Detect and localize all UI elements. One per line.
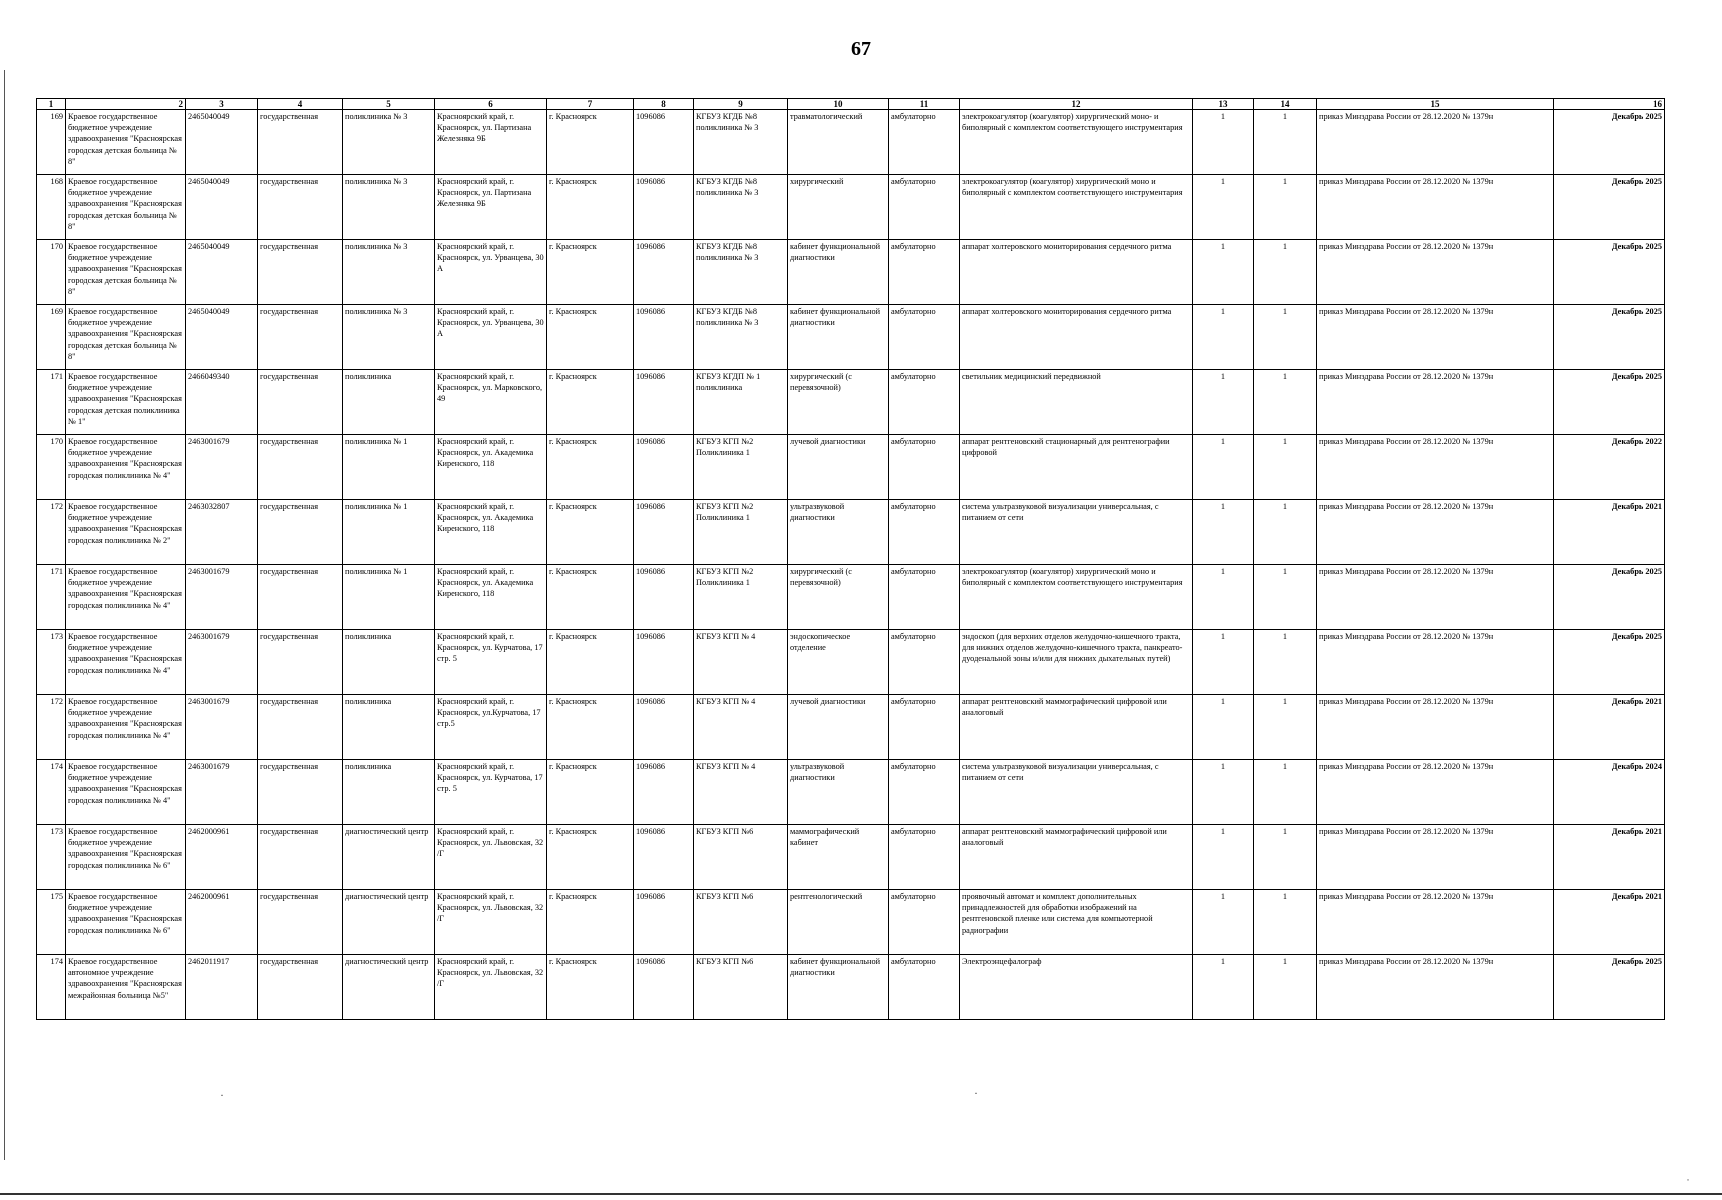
department-cell: КГБУЗ КГП №2 Поликлиника 1 — [694, 565, 788, 630]
unit-cell: поликлиника № 3 — [343, 175, 435, 240]
unit-cell: поликлиника № 1 — [343, 565, 435, 630]
organization-cell: Краевое государственное бюджетное учреждение здравоохранения "Красноярская городская поликлиника № 6" — [66, 890, 186, 955]
ownership-cell: государственная — [258, 565, 343, 630]
order-cell: приказ Минздрава России от 28.12.2020 № 1379н — [1317, 955, 1554, 1020]
quantity-cell: 1 — [1193, 110, 1254, 175]
ownership-cell: государственная — [258, 435, 343, 500]
city-cell: г. Красноярск — [547, 565, 634, 630]
order-cell: приказ Минздрава России от 28.12.2020 № 1379н — [1317, 240, 1554, 305]
equipment-cell: аппарат рентгеновский стационарный для рентгенографии цифровой — [960, 435, 1193, 500]
column-header: 10 — [788, 99, 889, 110]
code-cell: 1096086 — [634, 305, 694, 370]
address-cell: Красноярский край, г. Красноярск, ул. Курчатова, 17 стр. 5 — [435, 630, 547, 695]
order-cell: приказ Минздрава России от 28.12.2020 № 1379н — [1317, 305, 1554, 370]
inn-cell: 2465040049 — [186, 305, 258, 370]
city-cell: г. Красноярск — [547, 435, 634, 500]
organization-cell: Краевое государственное бюджетное учреждение здравоохранения "Красноярская городская поликлиника № 2" — [66, 500, 186, 565]
department-cell: КГБУЗ КГДП № 1 поликлиника — [694, 370, 788, 435]
unit-cell: диагностический центр — [343, 890, 435, 955]
organization-cell: Краевое государственное бюджетное учреждение здравоохранения "Красноярская городская детская больница № 8" — [66, 110, 186, 175]
deadline-cell: Декабрь 2021 — [1554, 695, 1665, 760]
inn-cell: 2462000961 — [186, 890, 258, 955]
equipment-cell: электрокоагулятор (коагулятор) хирургический моно и биполярный с комплектом соответствующего инструментария — [960, 175, 1193, 240]
table-row — [37, 435, 1665, 500]
code-cell: 1096086 — [634, 955, 694, 1020]
order-cell: приказ Минздрава России от 28.12.2020 № 1379н — [1317, 695, 1554, 760]
ownership-cell: государственная — [258, 955, 343, 1020]
ownership-cell: государственная — [258, 500, 343, 565]
unit-cell: диагностический центр — [343, 955, 435, 1020]
column-header: 7 — [547, 99, 634, 110]
scan-speck: · — [220, 1088, 224, 1102]
column-header: 11 — [889, 99, 960, 110]
quantity-cell: 1 — [1254, 695, 1317, 760]
deadline-cell: Декабрь 2025 — [1554, 955, 1665, 1020]
address-cell: Красноярский край, г. Красноярск, ул. Партизана Железняка 9Б — [435, 110, 547, 175]
unit-cell: диагностический центр — [343, 825, 435, 890]
care-mode-cell: амбулаторно — [889, 175, 960, 240]
city-cell: г. Красноярск — [547, 955, 634, 1020]
code-cell: 1096086 — [634, 695, 694, 760]
row-number-cell: 173 — [37, 630, 66, 695]
department-cell: КГБУЗ КГДБ №8 поликлиника № 3 — [694, 240, 788, 305]
department-cell: КГБУЗ КГДБ №8 поликлиника № 3 — [694, 175, 788, 240]
quantity-cell: 1 — [1254, 825, 1317, 890]
department-cell: КГБУЗ КГП № 4 — [694, 630, 788, 695]
department-cell: КГБУЗ КГП №6 — [694, 955, 788, 1020]
code-cell: 1096086 — [634, 370, 694, 435]
table-row — [37, 175, 1665, 240]
code-cell: 1096086 — [634, 565, 694, 630]
row-number-cell: 169 — [37, 110, 66, 175]
unit-cell: поликлиника — [343, 630, 435, 695]
column-header: 6 — [435, 99, 547, 110]
quantity-cell: 1 — [1254, 305, 1317, 370]
inn-cell: 2462011917 — [186, 955, 258, 1020]
row-number-cell: 171 — [37, 565, 66, 630]
deadline-cell: Декабрь 2022 — [1554, 435, 1665, 500]
code-cell: 1096086 — [634, 110, 694, 175]
ownership-cell: государственная — [258, 110, 343, 175]
cabinet-type-cell: рентгенологический — [788, 890, 889, 955]
column-header: 15 — [1317, 99, 1554, 110]
address-cell: Красноярский край, г. Красноярск, ул. Львовская, 32 /Г — [435, 955, 547, 1020]
column-header: 2 — [66, 99, 186, 110]
code-cell: 1096086 — [634, 760, 694, 825]
column-header: 13 — [1193, 99, 1254, 110]
department-cell: КГБУЗ КГП № 4 — [694, 760, 788, 825]
column-header: 4 — [258, 99, 343, 110]
care-mode-cell: амбулаторно — [889, 500, 960, 565]
order-cell: приказ Минздрава России от 28.12.2020 № 1379н — [1317, 630, 1554, 695]
department-cell: КГБУЗ КГП №6 — [694, 890, 788, 955]
quantity-cell: 1 — [1193, 630, 1254, 695]
ownership-cell: государственная — [258, 825, 343, 890]
row-number-cell: 173 — [37, 825, 66, 890]
city-cell: г. Красноярск — [547, 175, 634, 240]
deadline-cell: Декабрь 2025 — [1554, 565, 1665, 630]
order-cell: приказ Минздрава России от 28.12.2020 № 1379н — [1317, 825, 1554, 890]
deadline-cell: Декабрь 2024 — [1554, 760, 1665, 825]
unit-cell: поликлиника — [343, 760, 435, 825]
row-number-cell: 170 — [37, 240, 66, 305]
city-cell: г. Красноярск — [547, 305, 634, 370]
city-cell: г. Красноярск — [547, 890, 634, 955]
city-cell: г. Красноярск — [547, 825, 634, 890]
row-number-cell: 170 — [37, 435, 66, 500]
inn-cell: 2463001679 — [186, 760, 258, 825]
quantity-cell: 1 — [1193, 890, 1254, 955]
quantity-cell: 1 — [1193, 695, 1254, 760]
address-cell: Красноярский край, г. Красноярск, ул.Курчатова, 17 стр.5 — [435, 695, 547, 760]
quantity-cell: 1 — [1254, 630, 1317, 695]
department-cell: КГБУЗ КГДБ №8 поликлиника № 3 — [694, 305, 788, 370]
equipment-cell: система ультразвуковой визуализации универсальная, с питанием от сети — [960, 500, 1193, 565]
city-cell: г. Красноярск — [547, 695, 634, 760]
column-header: 16 — [1554, 99, 1665, 110]
organization-cell: Краевое государственное бюджетное учреждение здравоохранения "Красноярская городская поликлиника № 4" — [66, 435, 186, 500]
unit-cell: поликлиника № 1 — [343, 435, 435, 500]
column-header: 5 — [343, 99, 435, 110]
care-mode-cell: амбулаторно — [889, 955, 960, 1020]
equipment-cell: эндоскоп (для верхних отделов желудочно-кишечного тракта, для нижних отделов желудочно-кишечного тракта, панкреато-дуоденальной зоны и/или для нижних дыхательных путей) — [960, 630, 1193, 695]
care-mode-cell: амбулаторно — [889, 240, 960, 305]
inn-cell: 2463001679 — [186, 435, 258, 500]
table-row — [37, 955, 1665, 1020]
scan-speck: · — [974, 1086, 978, 1100]
row-number-cell: 175 — [37, 890, 66, 955]
table-row — [37, 760, 1665, 825]
ownership-cell: государственная — [258, 760, 343, 825]
column-header: 3 — [186, 99, 258, 110]
inn-cell: 2465040049 — [186, 110, 258, 175]
deadline-cell: Декабрь 2025 — [1554, 240, 1665, 305]
address-cell: Красноярский край, г. Красноярск, ул. Академика Киренского, 118 — [435, 435, 547, 500]
code-cell: 1096086 — [634, 435, 694, 500]
order-cell: приказ Минздрава России от 28.12.2020 № 1379н — [1317, 435, 1554, 500]
cabinet-type-cell: хирургический — [788, 175, 889, 240]
deadline-cell: Декабрь 2025 — [1554, 175, 1665, 240]
care-mode-cell: амбулаторно — [889, 695, 960, 760]
code-cell: 1096086 — [634, 825, 694, 890]
table-row — [37, 240, 1665, 305]
table-row — [37, 695, 1665, 760]
care-mode-cell: амбулаторно — [889, 825, 960, 890]
row-number-cell: 174 — [37, 760, 66, 825]
cabinet-type-cell: хирургический (с перевязочной) — [788, 370, 889, 435]
equipment-cell: система ультразвуковой визуализации универсальная, с питанием от сети — [960, 760, 1193, 825]
cabinet-type-cell: лучевой диагностики — [788, 435, 889, 500]
code-cell: 1096086 — [634, 175, 694, 240]
equipment-cell: аппарат холтеровского мониторирования сердечного ритма — [960, 240, 1193, 305]
row-number-cell: 168 — [37, 175, 66, 240]
quantity-cell: 1 — [1254, 175, 1317, 240]
cabinet-type-cell: ультразвуковой диагностики — [788, 500, 889, 565]
equipment-cell: проявочный автомат и комплект дополнительных принадлежностей для обработки изображений на рентгеновской пленке или система для компьютерной радиографии — [960, 890, 1193, 955]
care-mode-cell: амбулаторно — [889, 890, 960, 955]
address-cell: Красноярский край, г. Красноярск, ул. Академика Киренского, 118 — [435, 565, 547, 630]
deadline-cell: Декабрь 2025 — [1554, 630, 1665, 695]
organization-cell: Краевое государственное бюджетное учреждение здравоохранения "Красноярская городская поликлиника № 6" — [66, 825, 186, 890]
order-cell: приказ Минздрава России от 28.12.2020 № 1379н — [1317, 175, 1554, 240]
cabinet-type-cell: хирургический (с перевязочной) — [788, 565, 889, 630]
care-mode-cell: амбулаторно — [889, 435, 960, 500]
organization-cell: Краевое государственное автономное учреждение здравоохранения "Красноярская межрайонная больница №5" — [66, 955, 186, 1020]
table-row — [37, 890, 1665, 955]
inn-cell: 2462000961 — [186, 825, 258, 890]
table-row — [37, 630, 1665, 695]
care-mode-cell: амбулаторно — [889, 760, 960, 825]
address-cell: Красноярский край, г. Красноярск, ул. Урванцева, 30 А — [435, 240, 547, 305]
deadline-cell: Декабрь 2021 — [1554, 890, 1665, 955]
quantity-cell: 1 — [1193, 240, 1254, 305]
quantity-cell: 1 — [1254, 955, 1317, 1020]
inn-cell: 2463001679 — [186, 695, 258, 760]
column-header: 8 — [634, 99, 694, 110]
table-row — [37, 110, 1665, 175]
inn-cell: 2465040049 — [186, 240, 258, 305]
deadline-cell: Декабрь 2021 — [1554, 825, 1665, 890]
inn-cell: 2466049340 — [186, 370, 258, 435]
quantity-cell: 1 — [1193, 760, 1254, 825]
quantity-cell: 1 — [1254, 240, 1317, 305]
address-cell: Красноярский край, г. Красноярск, ул. Урванцева, 30 А — [435, 305, 547, 370]
quantity-cell: 1 — [1254, 760, 1317, 825]
column-number-row — [37, 99, 1665, 110]
order-cell: приказ Минздрава России от 28.12.2020 № 1379н — [1317, 110, 1554, 175]
quantity-cell: 1 — [1254, 500, 1317, 565]
organization-cell: Краевое государственное бюджетное учреждение здравоохранения "Красноярская городская детская больница № 8" — [66, 240, 186, 305]
department-cell: КГБУЗ КГДБ №8 поликлиника № 3 — [694, 110, 788, 175]
quantity-cell: 1 — [1254, 370, 1317, 435]
care-mode-cell: амбулаторно — [889, 370, 960, 435]
organization-cell: Краевое государственное бюджетное учреждение здравоохранения "Красноярская городская поликлиника № 4" — [66, 760, 186, 825]
quantity-cell: 1 — [1254, 565, 1317, 630]
unit-cell: поликлиника — [343, 370, 435, 435]
table-row — [37, 500, 1665, 565]
deadline-cell: Декабрь 2025 — [1554, 370, 1665, 435]
ownership-cell: государственная — [258, 890, 343, 955]
cabinet-type-cell: лучевой диагностики — [788, 695, 889, 760]
order-cell: приказ Минздрава России от 28.12.2020 № 1379н — [1317, 760, 1554, 825]
organization-cell: Краевое государственное бюджетное учреждение здравоохранения "Красноярская городская поликлиника № 4" — [66, 630, 186, 695]
row-number-cell: 169 — [37, 305, 66, 370]
ownership-cell: государственная — [258, 305, 343, 370]
city-cell: г. Красноярск — [547, 500, 634, 565]
table-row — [37, 370, 1665, 435]
unit-cell: поликлиника — [343, 695, 435, 760]
city-cell: г. Красноярск — [547, 630, 634, 695]
care-mode-cell: амбулаторно — [889, 305, 960, 370]
table-row — [37, 565, 1665, 630]
cabinet-type-cell: эндоскопическое отделение — [788, 630, 889, 695]
inn-cell: 2463001679 — [186, 630, 258, 695]
inn-cell: 2463032807 — [186, 500, 258, 565]
table-body — [37, 110, 1665, 1020]
unit-cell: поликлиника № 3 — [343, 240, 435, 305]
column-header: 14 — [1254, 99, 1317, 110]
cabinet-type-cell: кабинет функциональной диагностики — [788, 305, 889, 370]
quantity-cell: 1 — [1254, 110, 1317, 175]
equipment-cell: электрокоагулятор (коагулятор) хирургический моно и биполярный с комплектом соответствующего инструментария — [960, 565, 1193, 630]
cabinet-type-cell: кабинет функциональной диагностики — [788, 240, 889, 305]
order-cell: приказ Минздрава России от 28.12.2020 № 1379н — [1317, 370, 1554, 435]
cabinet-type-cell: маммографический кабинет — [788, 825, 889, 890]
left-margin-rule — [4, 70, 5, 1160]
deadline-cell: Декабрь 2025 — [1554, 110, 1665, 175]
column-header: 1 — [37, 99, 66, 110]
code-cell: 1096086 — [634, 500, 694, 565]
code-cell: 1096086 — [634, 890, 694, 955]
city-cell: г. Красноярск — [547, 370, 634, 435]
quantity-cell: 1 — [1193, 955, 1254, 1020]
equipment-cell: аппарат рентгеновский маммографический цифровой или аналоговый — [960, 825, 1193, 890]
department-cell: КГБУЗ КГП № 4 — [694, 695, 788, 760]
ownership-cell: государственная — [258, 695, 343, 760]
table-row — [37, 305, 1665, 370]
row-number-cell: 172 — [37, 695, 66, 760]
department-cell: КГБУЗ КГП №6 — [694, 825, 788, 890]
code-cell: 1096086 — [634, 630, 694, 695]
page-number: 67 — [851, 38, 871, 60]
cabinet-type-cell: травматологический — [788, 110, 889, 175]
care-mode-cell: амбулаторно — [889, 630, 960, 695]
order-cell: приказ Минздрава России от 28.12.2020 № 1379н — [1317, 500, 1554, 565]
care-mode-cell: амбулаторно — [889, 565, 960, 630]
city-cell: г. Красноярск — [547, 110, 634, 175]
organization-cell: Краевое государственное бюджетное учреждение здравоохранения "Красноярская городская детская больница № 8" — [66, 305, 186, 370]
equipment-cell: аппарат рентгеновский маммографический цифровой или аналоговый — [960, 695, 1193, 760]
address-cell: Красноярский край, г. Красноярск, ул. Курчатова, 17 стр. 5 — [435, 760, 547, 825]
code-cell: 1096086 — [634, 240, 694, 305]
organization-cell: Краевое государственное бюджетное учреждение здравоохранения "Красноярская городская детская больница № 8" — [66, 175, 186, 240]
quantity-cell: 1 — [1254, 890, 1317, 955]
address-cell: Красноярский край, г. Красноярск, ул. Львовская, 32 /Г — [435, 890, 547, 955]
column-header: 9 — [694, 99, 788, 110]
address-cell: Красноярский край, г. Красноярск, ул. Марковского, 49 — [435, 370, 547, 435]
order-cell: приказ Минздрава России от 28.12.2020 № 1379н — [1317, 565, 1554, 630]
city-cell: г. Красноярск — [547, 240, 634, 305]
equipment-cell: аппарат холтеровского мониторирования сердечного ритма — [960, 305, 1193, 370]
city-cell: г. Красноярск — [547, 760, 634, 825]
order-cell: приказ Минздрава России от 28.12.2020 № 1379н — [1317, 890, 1554, 955]
address-cell: Красноярский край, г. Красноярск, ул. Академика Киренского, 118 — [435, 500, 547, 565]
quantity-cell: 1 — [1193, 825, 1254, 890]
organization-cell: Краевое государственное бюджетное учреждение здравоохранения "Красноярская городская детская поликлиника № 1" — [66, 370, 186, 435]
deadline-cell: Декабрь 2025 — [1554, 305, 1665, 370]
unit-cell: поликлиника № 3 — [343, 110, 435, 175]
ownership-cell: государственная — [258, 630, 343, 695]
care-mode-cell: амбулаторно — [889, 110, 960, 175]
quantity-cell: 1 — [1193, 305, 1254, 370]
inn-cell: 2465040049 — [186, 175, 258, 240]
bottom-rule — [0, 1193, 1722, 1195]
equipment-cell: электрокоагулятор (коагулятор) хирургический моно- и биполярный с комплектом соответствующего инструментария — [960, 110, 1193, 175]
equipment-table — [36, 98, 1665, 1020]
row-number-cell: 174 — [37, 955, 66, 1020]
unit-cell: поликлиника № 3 — [343, 305, 435, 370]
quantity-cell: 1 — [1193, 175, 1254, 240]
quantity-cell: 1 — [1193, 565, 1254, 630]
department-cell: КГБУЗ КГП №2 Поликлиника 1 — [694, 435, 788, 500]
table-row — [37, 825, 1665, 890]
equipment-cell: Электроэнцефалограф — [960, 955, 1193, 1020]
unit-cell: поликлиника № 1 — [343, 500, 435, 565]
ownership-cell: государственная — [258, 175, 343, 240]
inn-cell: 2463001679 — [186, 565, 258, 630]
quantity-cell: 1 — [1193, 435, 1254, 500]
deadline-cell: Декабрь 2021 — [1554, 500, 1665, 565]
department-cell: КГБУЗ КГП №2 Поликлиника 1 — [694, 500, 788, 565]
column-header: 12 — [960, 99, 1193, 110]
organization-cell: Краевое государственное бюджетное учреждение здравоохранения "Красноярская городская поликлиника № 4" — [66, 565, 186, 630]
row-number-cell: 172 — [37, 500, 66, 565]
quantity-cell: 1 — [1193, 500, 1254, 565]
row-number-cell: 171 — [37, 370, 66, 435]
address-cell: Красноярский край, г. Красноярск, ул. Партизана Железняка 9Б — [435, 175, 547, 240]
quantity-cell: 1 — [1254, 435, 1317, 500]
cabinet-type-cell: ультразвуковой диагностики — [788, 760, 889, 825]
scan-speck: ˙ — [1686, 1176, 1690, 1190]
quantity-cell: 1 — [1193, 370, 1254, 435]
cabinet-type-cell: кабинет функциональной диагностики — [788, 955, 889, 1020]
ownership-cell: государственная — [258, 370, 343, 435]
equipment-cell: светильник медицинский передвижной — [960, 370, 1193, 435]
organization-cell: Краевое государственное бюджетное учреждение здравоохранения "Красноярская городская поликлиника № 4" — [66, 695, 186, 760]
ownership-cell: государственная — [258, 240, 343, 305]
address-cell: Красноярский край, г. Красноярск, ул. Львовская, 32 /Г — [435, 825, 547, 890]
